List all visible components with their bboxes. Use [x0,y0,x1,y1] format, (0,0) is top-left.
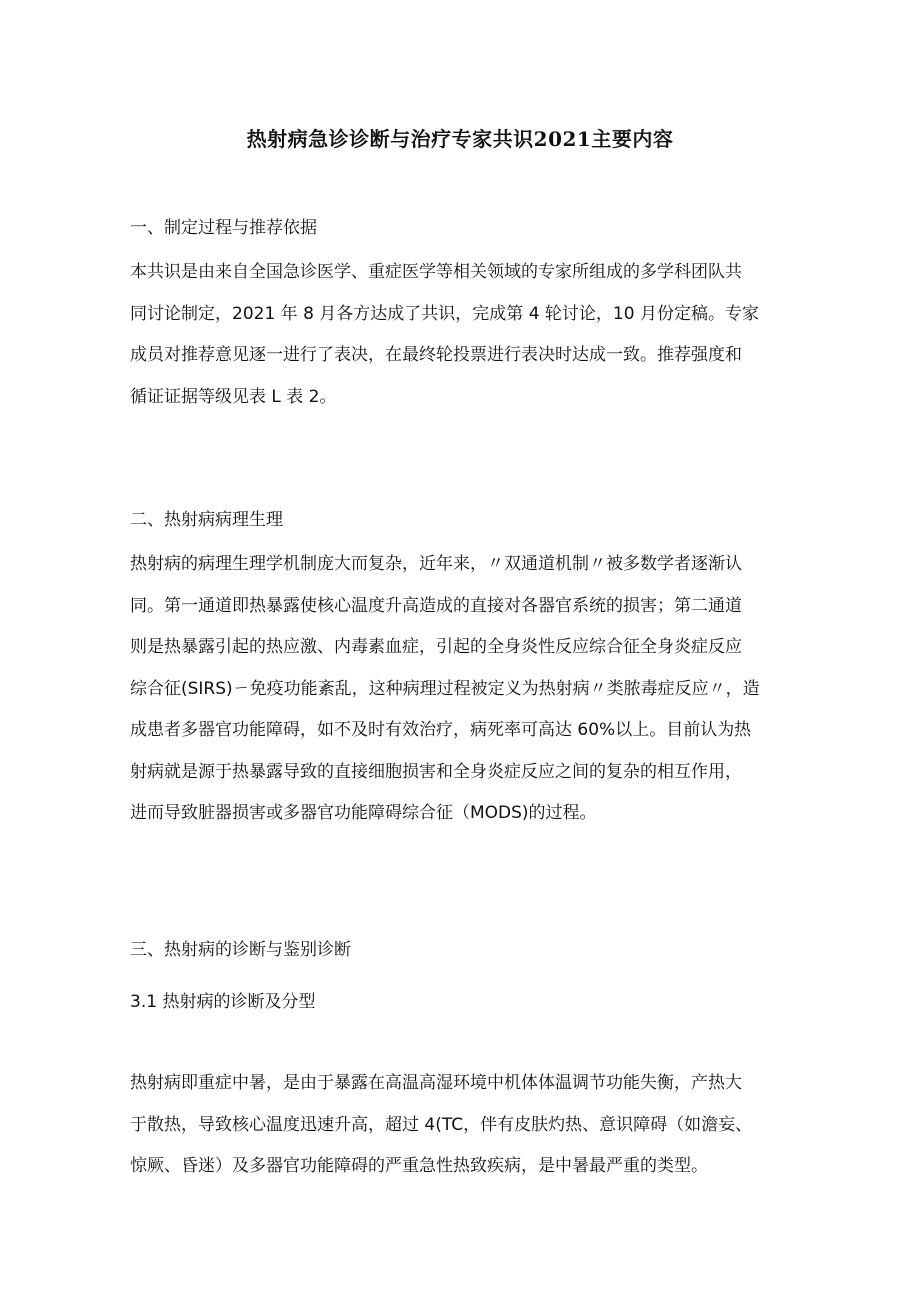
section-heading-3: 三、热射病的诊断与鉴别诊断 [130,940,351,960]
paragraph-line: 热射病的病理生理学机制庞大而复杂，近年来，〃双通道机制〃被多数学者逐渐认 [130,554,742,574]
paragraph-line: 则是热暴露引起的热应激、内毒素血症，引起的全身炎性反应综合征全身炎症反应 [130,637,742,657]
section-heading-2: 二、热射病病理生理 [130,510,283,530]
section-paragraph-2 [130,544,810,835]
subsection-heading-3-1: 3.1 热射病的诊断及分型 [130,992,316,1012]
paragraph-line: 成患者多器官功能障碍，如不及时有效治疗，病死率可高达 60%以上。目前认为热 [130,720,752,740]
paragraph-line: 进而导致脏器损害或多器官功能障碍综合征（MODS)的过程。 [130,803,597,823]
paragraph-line: 惊厥、昏迷）及多器官功能障碍的严重急性热致疾病，是中暑最严重的类型。 [130,1156,708,1176]
paragraph-line: 成员对推荐意见逐一进行了表决，在最终轮投票进行表决时达成一致。推荐强度和 [130,345,742,365]
paragraph-line: 循证证据等级见表 L 表 2。 [130,386,337,407]
paragraph-line: 同讨论制定，2021 年 8 月各方达成了共识，完成第 4 轮讨论，10 月份定稿。专家 [130,303,759,324]
paragraph-line: 热射病即重症中暑，是由于暴露在高温高湿环境中机体体温调节功能失衡，产热大 [130,1073,742,1093]
paragraph-line: 同。第一通道即热暴露使核心温度升高造成的直接对各器官系统的损害；第二通道 [130,595,742,616]
paragraph-line: 综合征(SIRS)ㄧ免疫功能紊乱，这种病理过程被定义为热射病〃类脓毒症反应〃，造 [130,678,760,699]
document-title: 热射病急诊诊断与治疗专家共识2021主要内容 [246,127,674,151]
section-heading-1: 一、制定过程与推荐依据 [130,218,317,238]
paragraph-line: 射病就是源于热暴露导致的直接细胞损害和全身炎症反应之间的复杂的相互作用， [130,761,742,782]
paragraph-line: 于散热，导致核心温度迅速升高，超过 4(TC，伴有皮肤灼热、意识障碍（如澹妄、 [130,1114,753,1135]
section-paragraph-1 [130,252,810,418]
section-paragraph-3 [130,1063,810,1188]
paragraph-line: 本共识是由来自全国急诊医学、重症医学等相关领域的专家所组成的多学科团队共 [130,262,742,282]
